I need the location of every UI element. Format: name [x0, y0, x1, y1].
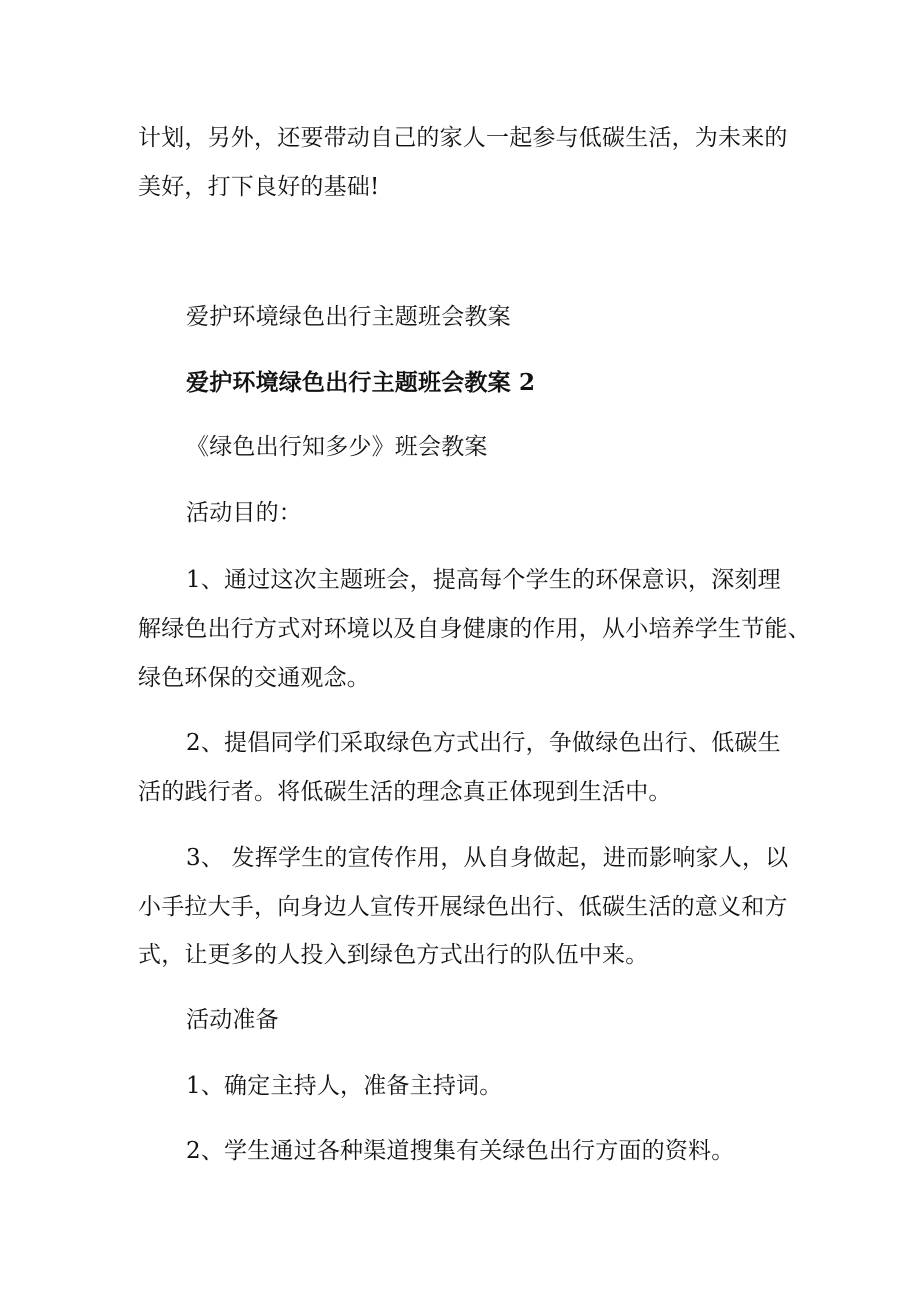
objective-2-line-2: 活的践行者。将低碳生活的理念真正体现到生活中。: [138, 779, 672, 805]
objective-3-line-2: 小手拉大手，向身边人宣传开展绿色出行、低碳生活的意义和方: [138, 894, 788, 920]
section-heading: 爱护环境绿色出行主题班会教案 2: [186, 369, 536, 396]
paragraph-continuation-line-1: 计划，另外，还要带动自己的家人一起参与低碳生活，为未来的: [138, 125, 788, 151]
objective-1-line-1: 1、通过这次主题班会，提高每个学生的环保意识，深刻理: [186, 567, 781, 593]
paragraph-continuation-line-2: 美好，打下良好的基础!: [138, 174, 380, 200]
objective-3-line-3: 式，让更多的人投入到绿色方式出行的队伍中来。: [138, 942, 649, 968]
objective-2-line-1: 2、提倡同学们采取绿色方式出行，争做绿色出行、低碳生: [186, 730, 781, 756]
lesson-title: 《绿色出行知多少》班会教案: [186, 434, 488, 460]
objective-1-line-3: 绿色环保的交通观念。: [138, 665, 370, 691]
preparation-heading: 活动准备: [186, 1007, 279, 1033]
preparation-item-1: 1、确定主持人，准备主持词。: [186, 1073, 503, 1099]
objectives-heading: 活动目的：: [186, 500, 302, 526]
objective-1-line-2: 解绿色出行方式对环境以及自身健康的作用，从小培养学生节能、: [138, 616, 811, 642]
document-title: 爱护环境绿色出行主题班会教案: [186, 304, 511, 330]
objective-3-line-1: 3、 发挥学生的宣传作用，从自身做起，进而影响家人，以: [186, 845, 789, 871]
preparation-item-2: 2、学生通过各种渠道搜集有关绿色出行方面的资料。: [186, 1138, 735, 1164]
